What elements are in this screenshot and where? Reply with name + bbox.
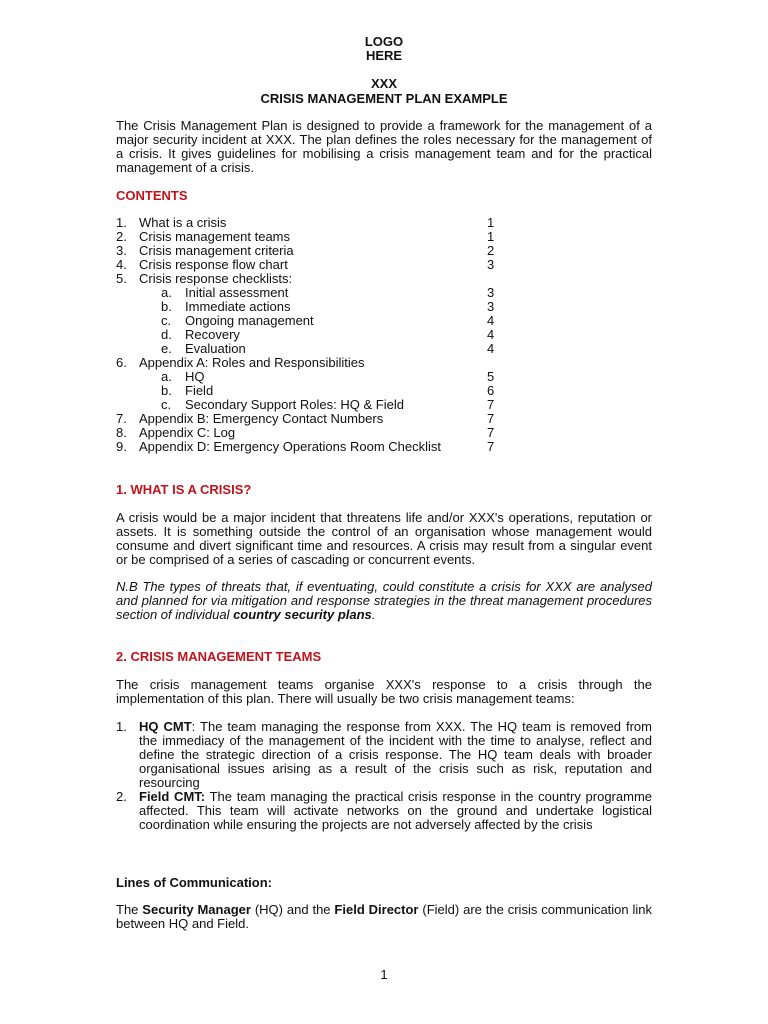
toc-label: Crisis response checklists: — [139, 271, 293, 286]
communication-paragraph — [116, 903, 652, 931]
toc-label: Initial assessment — [185, 285, 289, 300]
communication-heading: Lines of Communication: — [116, 875, 272, 890]
organisation-name: XXX — [370, 76, 397, 91]
toc-letter: c. — [161, 313, 172, 328]
toc-page: 1 — [487, 215, 495, 230]
toc-page: 7 — [487, 425, 495, 440]
toc-page: 2 — [487, 243, 495, 258]
list-item-term: HQ CMT — [139, 719, 192, 734]
cmt-list — [116, 720, 652, 832]
toc-number: 1. — [116, 215, 127, 230]
toc-row — [116, 258, 652, 272]
toc-letter: b. — [161, 383, 172, 398]
toc-row — [116, 244, 652, 258]
list-item-body — [139, 720, 652, 790]
toc-letter: a. — [161, 285, 172, 300]
toc-page: 7 — [487, 411, 495, 426]
list-item-term: Field CMT: — [139, 789, 206, 804]
list-item-body — [139, 790, 652, 832]
list-item — [116, 720, 652, 790]
toc-label: What is a crisis — [139, 215, 227, 230]
toc-row — [116, 230, 652, 244]
toc-page: 4 — [487, 327, 495, 342]
toc-page: 4 — [487, 341, 495, 356]
section-1-heading: 1. WHAT IS A CRISIS? — [116, 482, 252, 497]
comm-text-3: (Field) are the crisis communication link between HQ and Field. — [116, 902, 653, 931]
note-text: N.B The types of threats that, if eventuating, could constitute a crisis for XXX are analysed and planned for via mitigation and response strategies in the threat management procedures section of individual — [116, 579, 652, 622]
toc-page: 3 — [487, 257, 495, 272]
toc-row — [116, 216, 652, 230]
intro-paragraph: The Crisis Management Plan is designed to provide a framework for the management of a major security incident at XXX. The plan defines the roles necessary for the management of a crisis. It gives guidelines for mobilising a crisis management team and for the practical management of a crisis. — [116, 118, 652, 175]
toc-letter: e. — [161, 341, 172, 356]
page-number: 1 — [380, 967, 388, 982]
toc-row — [116, 272, 652, 286]
comm-text-2: (HQ) and the — [250, 902, 335, 917]
toc-subrow — [116, 384, 652, 398]
toc-subrow — [116, 342, 652, 356]
toc-subrow — [116, 398, 652, 412]
note-emphasis: country security plans — [233, 607, 372, 622]
list-item-text: : The team managing the response from XXX. The HQ team is removed from the immediacy of the management of the incident with the time to analyse, reflect and define the strategic direction of a crisis response. The HQ team deals with broader organisational issues arising as a result of the crisis such as risk, reputation and resourcing — [139, 719, 652, 790]
toc-page: 3 — [487, 285, 495, 300]
toc-page: 3 — [487, 299, 495, 314]
toc-letter: b. — [161, 299, 172, 314]
toc-page: 5 — [487, 369, 495, 384]
toc-number: 5. — [116, 271, 127, 286]
toc-label: Immediate actions — [185, 299, 291, 314]
document-title: CRISIS MANAGEMENT PLAN EXAMPLE — [260, 91, 508, 106]
toc-label: HQ — [185, 369, 205, 384]
toc-row — [116, 426, 652, 440]
toc-number: 9. — [116, 439, 127, 454]
toc-label: Ongoing management — [185, 313, 314, 328]
toc-page: 1 — [487, 229, 495, 244]
logo-line-2: HERE — [365, 48, 403, 63]
toc-letter: a. — [161, 369, 172, 384]
toc-label: Appendix D: Emergency Operations Room Checklist — [139, 439, 442, 454]
logo-line-1: LOGO — [364, 34, 404, 49]
toc-row — [116, 356, 652, 370]
list-number: 1. — [116, 719, 127, 734]
security-manager-term: Security Manager — [142, 902, 251, 917]
toc-label: Appendix C: Log — [139, 425, 236, 440]
toc-label: Appendix A: Roles and Responsibilities — [139, 355, 365, 370]
toc-number: 7. — [116, 411, 127, 426]
table-of-contents — [116, 216, 652, 454]
toc-label: Appendix B: Emergency Contact Numbers — [139, 411, 384, 426]
toc-number: 8. — [116, 425, 127, 440]
comm-text-1: The — [116, 902, 143, 917]
toc-letter: c. — [161, 397, 172, 412]
toc-page: 7 — [487, 439, 495, 454]
toc-row — [116, 440, 652, 454]
toc-letter: d. — [161, 327, 172, 342]
toc-subrow — [116, 314, 652, 328]
toc-number: 4. — [116, 257, 127, 272]
section-2-heading: 2. CRISIS MANAGEMENT TEAMS — [116, 649, 322, 664]
toc-number: 6. — [116, 355, 127, 370]
list-item-text: The team managing the practical crisis response in the country programme affected. This team will activate networks on the ground and undertake logistical coordination while ensuring the projects are not adversely affected by the crisis — [139, 789, 652, 832]
note-end: . — [371, 607, 376, 622]
toc-page: 6 — [487, 383, 495, 398]
toc-page: 7 — [487, 397, 495, 412]
toc-subrow — [116, 300, 652, 314]
field-director-term: Field Director — [334, 902, 419, 917]
toc-page: 4 — [487, 313, 495, 328]
list-item — [116, 790, 652, 832]
toc-number: 2. — [116, 229, 127, 244]
toc-label: Crisis response flow chart — [139, 257, 288, 272]
toc-subrow — [116, 328, 652, 342]
toc-number: 3. — [116, 243, 127, 258]
toc-label: Evaluation — [185, 341, 246, 356]
toc-label: Crisis management teams — [139, 229, 290, 244]
toc-label: Crisis management criteria — [139, 243, 294, 258]
toc-subrow — [116, 370, 652, 384]
section-2-paragraph: The crisis management teams organise XXX's response to a crisis through the implementation of this plan. There will usually be two crisis management teams: — [116, 677, 652, 706]
contents-heading: CONTENTS — [116, 188, 188, 203]
list-number: 2. — [116, 789, 127, 804]
toc-subrow — [116, 286, 652, 300]
toc-row — [116, 412, 652, 426]
section-1-paragraph: A crisis would be a major incident that threatens life and/or XXX's operations, reputation or assets. It is something outside the control of an organisation whose management would consume and divert significant time and resources. A crisis may result from a singular event or be comprised of a series of cascading or concurrent events. — [116, 510, 652, 567]
toc-label: Field — [185, 383, 214, 398]
logo-placeholder — [116, 35, 652, 63]
toc-label: Secondary Support Roles: HQ & Field — [185, 397, 404, 412]
section-1-note — [116, 580, 652, 622]
toc-label: Recovery — [185, 327, 240, 342]
